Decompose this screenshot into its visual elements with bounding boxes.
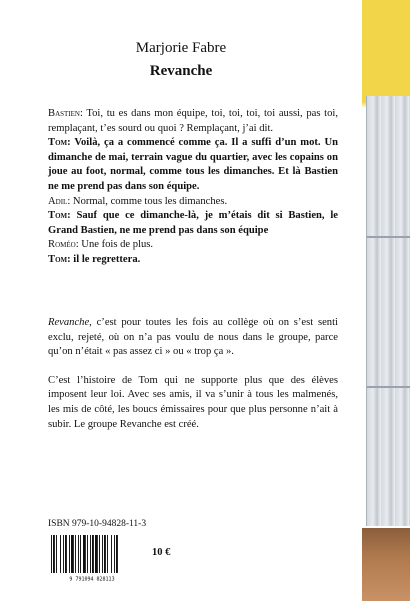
dialogue-text: Normal, comme tous les dimanches.	[70, 195, 228, 207]
dialogue-line: Roméo: Une fois de plus.	[48, 239, 154, 251]
blurb-paragraph-1	[48, 316, 338, 360]
dialogue-line: Tom: il le regrettera.	[48, 253, 141, 265]
barcode-digits: 9 791094 828113	[69, 576, 115, 582]
dialogue-excerpt	[48, 107, 338, 268]
speaker-name: Tom	[48, 137, 68, 149]
barcode-icon	[48, 533, 136, 582]
speaker-name: Tom	[48, 210, 68, 222]
floor	[362, 528, 410, 601]
speaker-name: Roméo	[48, 239, 76, 251]
dialogue-text: Sauf que ce dimanche-là, je m’étais dit si Bastien, le Grand Bastien, ne me prend pas dans son équipe	[48, 210, 338, 236]
speaker-name: Bastien	[48, 108, 80, 119]
dialogue-line: Bastien: Toi, tu es dans mon équipe, toi, toi, toi, toi aussi, pas toi, remplaçant, t’es sourd ou quoi ? Remplaçant, j’ai dit.	[48, 108, 338, 134]
blurb-title: Revanche	[48, 317, 90, 328]
dialogue-line: Adil: Normal, comme tous les dimanches.	[48, 195, 228, 207]
locker-seam	[367, 386, 410, 388]
dialogue-line: Tom: Sauf que ce dimanche-là, je m’étais dit si Bastien, le Grand Bastien, ne me prend pas dans son équipe	[48, 210, 338, 236]
blurb-text: , c’est pour toutes les fois au collège où on s’est senti exclu, rejeté, où on n’a pas voulu de nous dans le groupe, parce qu’on n’était « pas assez ci » ou « trop ça ».	[48, 317, 338, 358]
dialogue-text: Une fois de plus.	[78, 239, 154, 251]
locker-row	[366, 96, 410, 526]
book-title: Revanche	[149, 63, 213, 79]
isbn-label: ISBN 979-10-94828-11-3	[48, 519, 147, 529]
dialogue-text: Toi, tu es dans mon équipe, toi, toi, toi, toi aussi, pas toi, remplaçant, t’es sourd ou quoi ? Remplaçant, j’ai dit.	[48, 108, 338, 134]
dialogue-text: Voilà, ça a commencé comme ça. Il a suffi d’un mot. Un dimanche de mai, terrain vague du quartier, avec les copains on joue au foot, normal, comme tous les dimanches. Et là Bastien ne me prend pas dans son équipe.	[48, 137, 338, 192]
speaker-name: Tom	[48, 253, 68, 265]
cover-photo-lockers	[362, 0, 410, 601]
dialogue-text: il le regrettera.	[70, 253, 141, 265]
blurb	[48, 316, 338, 446]
price-label: 10 €	[152, 547, 171, 558]
locker-seam	[367, 236, 410, 238]
dialogue-line: Tom: Voilà, ça a commencé comme ça. Il a suffi d’un mot. Un dimanche de mai, terrain vague du quartier, avec les copains on joue au foot, normal, comme tous les dimanches. Et là Bastien ne me prend pas dans son équipe.	[48, 137, 338, 192]
blurb-paragraph-2: C’est l’histoire de Tom qui ne supporte plus que des élèves imposent leur loi. Avec ses amis, il va s’unir à tous les malmenés, les mis de côté, les boucs émissaires pour que plus personne n’ait à subir. Le groupe Revanche est créé.	[48, 374, 338, 430]
author-name: Marjorie Fabre	[135, 40, 227, 56]
speaker-name: Adil	[48, 195, 68, 207]
